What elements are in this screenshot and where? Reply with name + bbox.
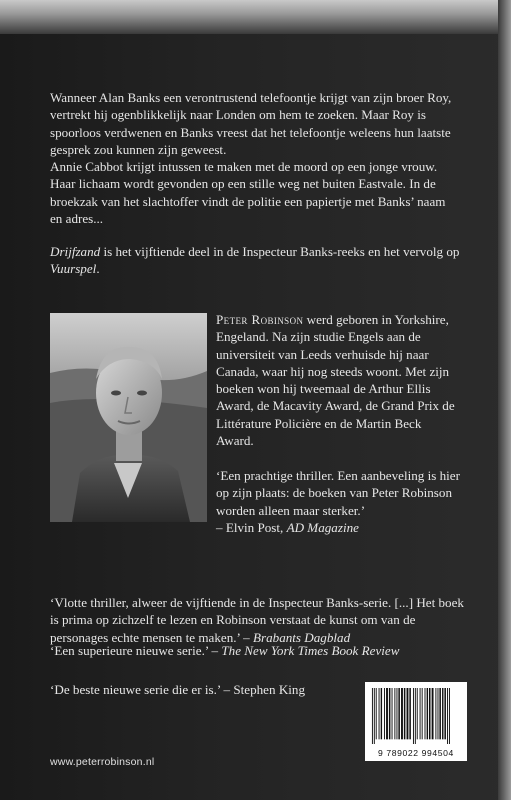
barcode-bar [386,688,388,739]
barcode-bar [407,688,409,739]
review-quote-1-source: AD Magazine [286,519,359,535]
author-portrait-image [50,313,207,522]
synopsis [50,89,460,227]
review-quote-3-text: ‘Een superieure nieuwe serie.’ – [50,643,222,658]
barcode-bar [389,688,391,739]
barcode-bar [413,688,414,744]
author-bio [216,311,461,449]
barcode-bar [417,688,418,739]
barcode-bar [372,688,373,744]
review-quote-3-source: The New York Times Book Review [221,643,400,658]
barcode-bar [384,688,385,739]
isbn-barcode [365,682,467,761]
series-note [50,243,470,278]
barcode-bar [447,688,448,744]
barcode-bar [427,688,428,739]
review-quote-1-attribution [216,519,466,536]
synopsis-paragraph-2: Annie Cabbot krijgt intussen te maken met de moord op een jonge vrouw. Haar lichaam wordt gevonden op een stille weg net buiten Eastvale. In de broekzak van het slachtoffer vindt de politie een papiertje met Banks’ naam en adres... [50,159,446,227]
review-quote-4: ‘De beste nieuwe serie die er is.’ – Stephen King [50,682,306,697]
series-note-end: . [96,261,100,277]
review-quote-2-text: ‘Vlotte thriller, alweer de vijftiende in de Inspecteur Banks-serie. [...] Het boek is prima op zichzelf te lezen en Robinson verstaat de kunst om van de personages echte mensen te maken.’ – [50,595,464,645]
barcode-bar [429,688,431,739]
barcode-bar [438,688,439,739]
barcode-bar [415,688,416,744]
book-title: Drijfzand [50,244,101,259]
review-quote-3 [50,642,470,659]
barcode-bar [374,688,375,744]
barcode-bar [409,688,411,739]
barcode-bar [398,688,400,739]
barcode-bar [381,688,382,739]
review-quote-2 [50,594,470,646]
barcode-bar [401,688,403,739]
author-name: Peter Robinson [216,312,304,327]
barcode-bar [425,688,426,739]
series-note-text: is het vijftiende deel in de Inspecteur Banks-reeks en het vervolg op [100,244,460,259]
barcode-bar [442,688,443,739]
isbn-number: 9 789022 994504 [378,748,454,758]
barcode-bar [396,688,397,739]
author-bio-text: werd geboren in Yorkshire, Engeland. Na zijn studie Engels aan de universiteit van Leeds verhuisde hij naar Canada, waar hij nog steeds woont. Met zijn boeken won hij tweemaal de Arthur Ellis Award, de Macavity Award, de Grand Prix de Littérature Policière en de Martin Beck Award. [216,312,455,449]
barcode-bar [379,688,380,739]
barcode-bar [394,688,395,739]
review-quote-1-author: – Elvin Post, [216,519,287,535]
barcode-bar [444,688,446,739]
barcode-bar [435,688,436,739]
synopsis-paragraph-1: Wanneer Alan Banks een verontrustend telefoontje krijgt van zijn broer Roy, vertrekt hij ogenblikkelijk naar Londen om hem te zoeken. Maar Roy is spoorloos verdwenen en Banks vreest dat het telefoontje weleens hun laatste gesprek zou kunnen zijn geweest. [50,90,452,157]
barcode-bar [420,688,421,739]
review-quote-2-source: Brabants Dagblad [253,629,351,645]
barcode-bar [432,688,434,739]
review-quote-1 [216,467,466,536]
website-url: www.peterrobinson.nl [50,756,155,768]
barcode-bars [371,688,461,744]
author-photo [50,313,207,522]
previous-book-title: Vuurspel [50,261,97,277]
barcode-bar [449,688,450,744]
barcode-bar [404,688,406,739]
barcode-bar [439,688,441,739]
barcode-bar [422,688,423,739]
barcode-bar [376,688,377,739]
review-quote-1-text: ‘Een prachtige thriller. Een aanbeveling is hier op zijn plaats: de boeken van Peter Robinson worden alleen maar sterker.’ [216,468,460,518]
barcode-bar [392,688,393,739]
